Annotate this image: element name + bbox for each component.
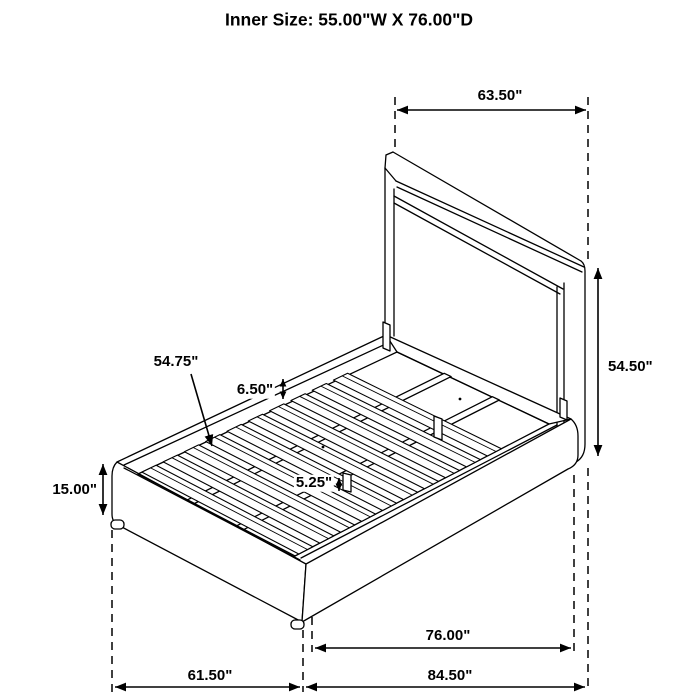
dim-label-base-width: 61.50" bbox=[187, 666, 233, 684]
corner-bracket bbox=[383, 322, 390, 351]
dim-label-inner-depth: 76.00" bbox=[425, 626, 471, 644]
dim-label-outer-depth: 84.50" bbox=[427, 666, 473, 684]
screw-dot bbox=[322, 446, 325, 449]
foot-front-left bbox=[111, 520, 124, 529]
screw-dot bbox=[459, 398, 462, 401]
corner-bracket bbox=[560, 398, 567, 420]
dim-label-slat-length: 54.75" bbox=[153, 352, 199, 370]
rail-leg bbox=[434, 416, 442, 440]
rail-leg bbox=[343, 473, 351, 492]
dim-label-base-height: 15.00" bbox=[52, 480, 97, 498]
dim-label-headboard-width: 63.50" bbox=[477, 86, 523, 104]
page-title: Inner Size: 55.00"W X 76.00"D bbox=[224, 9, 474, 30]
dim-label-slat-clearance: 5.25" bbox=[295, 473, 333, 491]
foot-front-right bbox=[291, 620, 304, 629]
dim-label-headboard-height: 54.50" bbox=[608, 357, 653, 375]
dim-leader-slat-length bbox=[191, 374, 212, 446]
dim-label-headboard-gap: 6.50" bbox=[236, 380, 274, 398]
